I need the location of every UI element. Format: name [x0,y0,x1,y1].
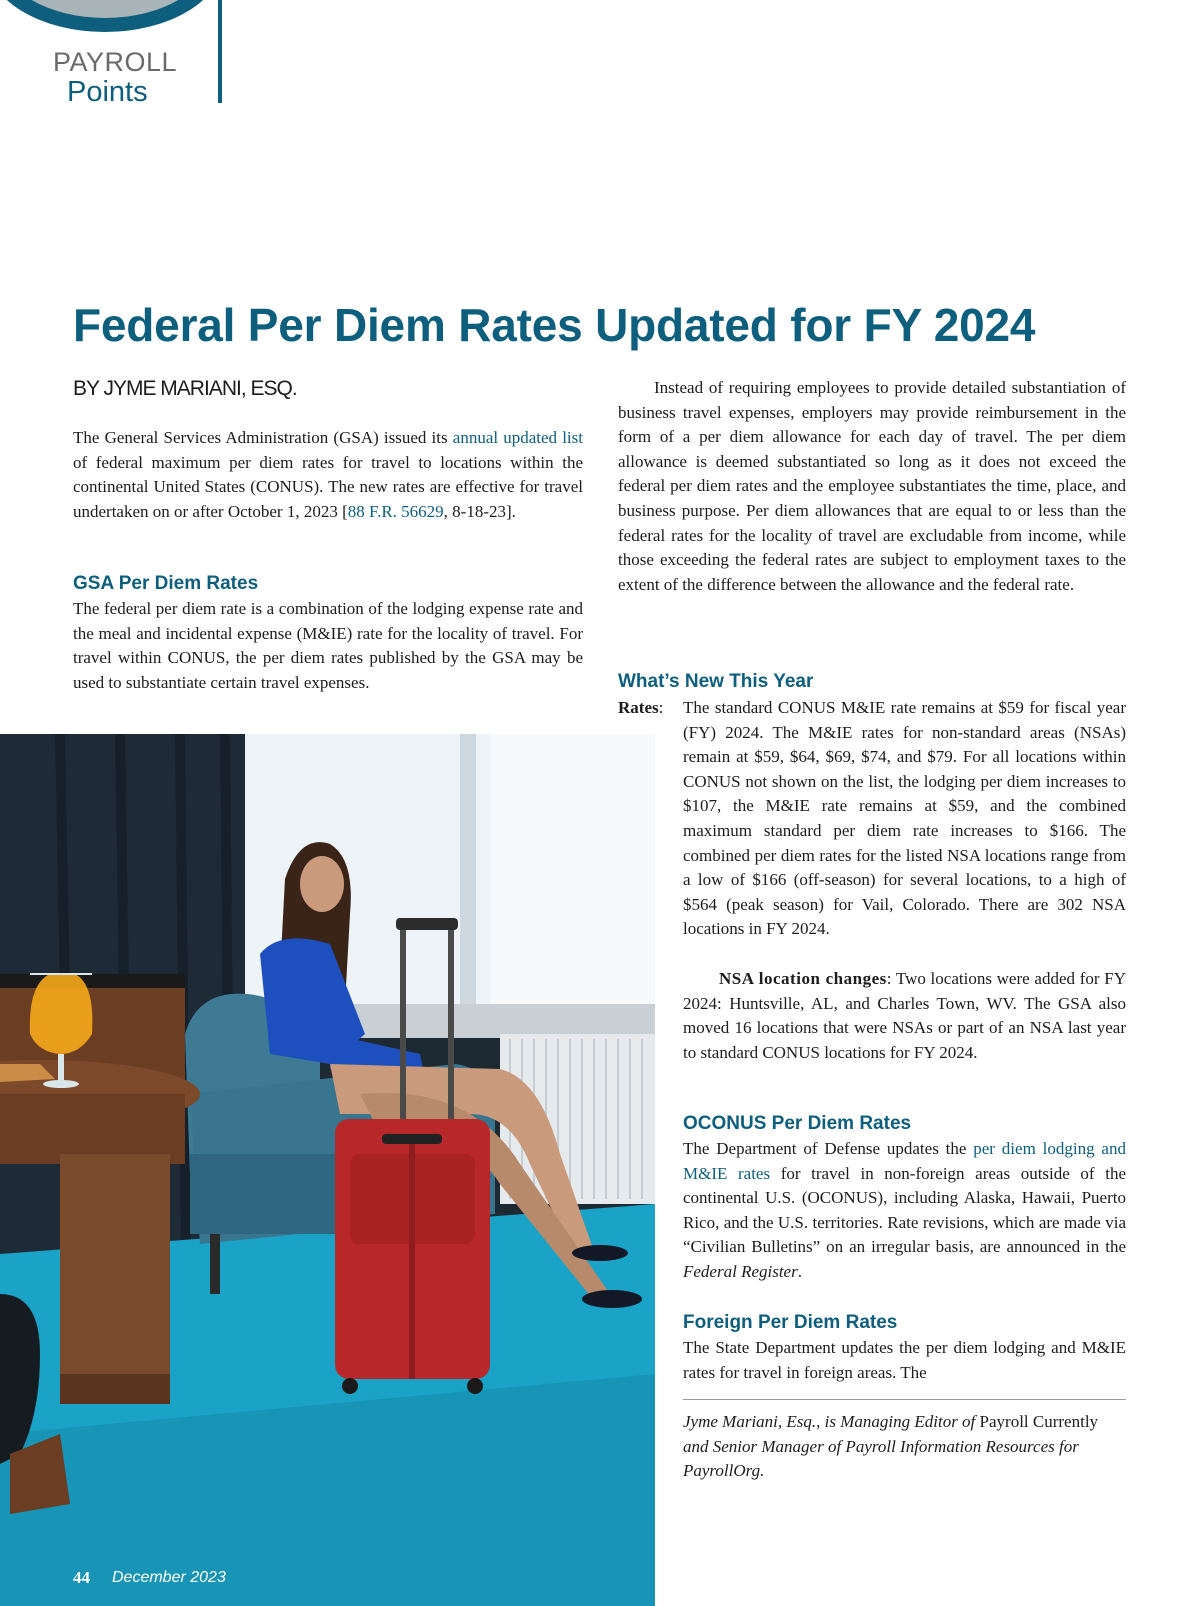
issue-date: December 2023 [112,1569,226,1586]
oconus-paragraph: The Department of Defense updates the per diem lodging and M&IE rates for travel in non-foreign areas outside of the continental U.S. (OCONUS), including Alaska, Hawaii, Puerto Rico, and the U.S. territories. Rate revisions, which are made via “Civilian Bulletins” on an irregular basis, are announced in the Federal Register. [683,1139,1126,1281]
section-tag-payroll: PAYROLL [53,47,178,77]
article-title: Federal Per Diem Rates Updated for FY 2024 [73,299,1036,351]
gsa-per-diem-paragraph: The federal per diem rate is a combination of the lodging expense rate and the meal and incidental expense (M&IE) rate for the locality of travel. For travel within CONUS, the per diem rates published by the GSA may be used to substantiate certain travel expenses. [73,599,583,692]
nsa-location-changes-paragraph: NSA location changes: Two locations were added for FY 2024: Huntsville, AL, and Charles Town, WV. The GSA also moved 16 locations that were NSAs or part of an NSA last year to standard CONUS locations for FY 2024. [683,969,1126,1062]
federal-register-citation-link[interactable]: 88 F.R. 56629 [347,501,444,521]
page-number: 44 [73,1568,90,1587]
section-tag-rule [218,0,222,103]
rates-term: Rates: [618,698,664,717]
nsa-location-changes-term: NSA location changes [719,969,887,988]
foreign-per-diem-paragraph: The State Department updates the per diem lodging and M&IE rates for travel in foreign areas. The [683,1338,1126,1382]
hotel-room-photo [0,734,655,1606]
bio-divider [683,1399,1126,1400]
oconus-heading: OCONUS Per Diem Rates [683,1113,912,1134]
whats-new-heading: What’s New This Year [618,671,814,692]
section-tag-arc [0,0,230,40]
per-diem-rates-link[interactable]: per diem lodging and M&IE rates [683,1139,1126,1183]
byline: BY JYME MARIANI, ESQ. [73,377,297,400]
foreign-per-diem-heading: Foreign Per Diem Rates [683,1312,898,1333]
gsa-per-diem-rates-heading: GSA Per Diem Rates [73,573,259,594]
annual-updated-list-link[interactable]: annual updated list [452,428,583,447]
intro-paragraph: The General Services Administration (GSA) issued its annual updated list of federal maximum per diem rates for travel to locations within the continental United States (CONUS). The new rates are effective for travel undertaken on or after October 1, 2023 [88 F.R. 56629, 8-18-23]. [73,428,583,521]
per-diem-allowance-paragraph: Instead of requiring employees to provide detailed substantiation of business travel expenses, employers may provide reimbursement in the form of a per diem allowance for each day of travel. The per diem allowance is deemed substantiated so long as it does not exceed the federal per diem rates and the employee substantiates the time, place, and business purpose. Per diem allowances that are equal to or less than the federal rates for the locality of travel are excludable from income, while those exceeding the federal rates are subject to employment taxes to the extent of the difference between the allowance and the federal rate. [618,378,1126,594]
author-bio: Jyme Mariani, Esq., is Managing Editor of Payroll Currently and Senior Manager of Payroll Information Resources for PayrollOrg. [683,1412,1099,1481]
rates-paragraph: The standard CONUS M&IE rate remains at $59 for fiscal year (FY) 2024. The M&IE rates for non-standard areas (NSAs) remain at $59, $64, $69, $74, and $79. For all locations within CONUS not shown on the list, the lodging per diem increases to $107, the M&IE rate remains at $59, and the combined maximum standard per diem rate increases to $166. The combined per diem rates for the listed NSA locations range from a low of $166 (off-season) for several locations, to a high of $564 (peak season) for Vail, Colorado. There are 302 NSA locations in FY 2024. [683,698,1126,939]
section-tag-points: Points [67,76,148,108]
